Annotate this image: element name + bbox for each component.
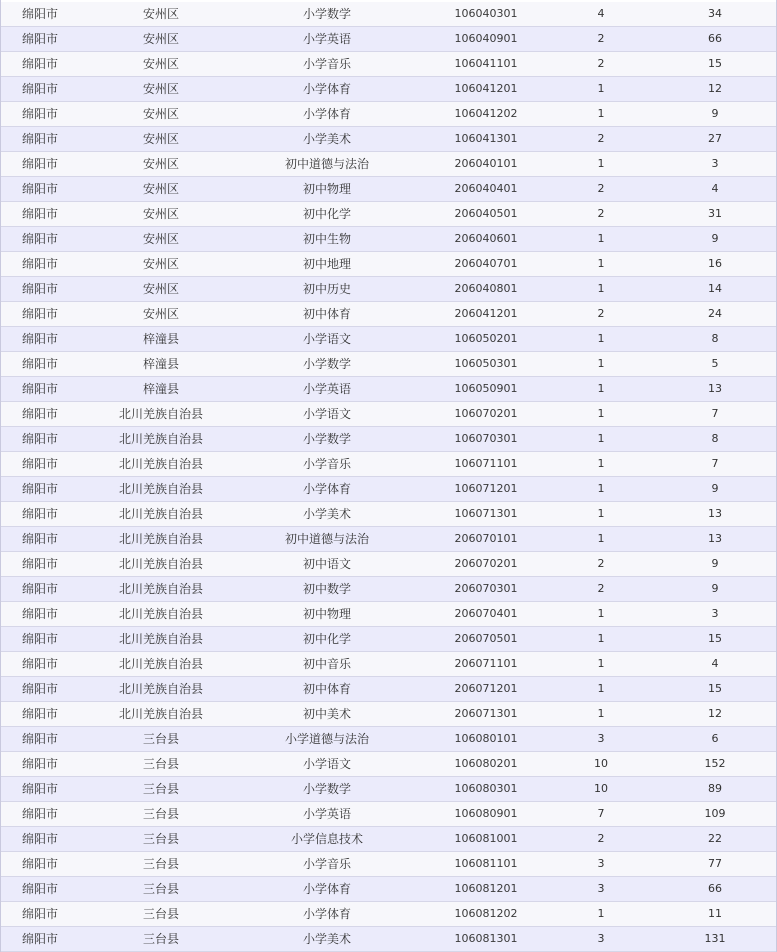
city-cell: 绵阳市: [21, 682, 58, 696]
applicant-count-cell: 9: [711, 232, 719, 245]
subject-cell: 小学数学: [302, 782, 351, 796]
city-cell: 绵阳市: [21, 157, 58, 171]
plan-count-cell: 1: [597, 607, 605, 620]
applicant-count-cell: 13: [708, 507, 722, 520]
city-cell: 绵阳市: [21, 457, 58, 471]
city-cell: 绵阳市: [21, 607, 58, 621]
subject-cell: 初中音乐: [302, 657, 351, 671]
plan-count-cell: 1: [597, 357, 605, 370]
table-row: [1, 27, 776, 52]
applicant-count-cell: 6: [711, 732, 719, 745]
city-cell: 绵阳市: [21, 332, 58, 346]
applicant-count-cell: 9: [711, 557, 719, 570]
subject-cell: 初中体育: [302, 682, 351, 696]
table-row: [1, 677, 776, 702]
district-cell: 梓潼县: [142, 357, 179, 371]
table-row: [1, 602, 776, 627]
position-code-cell: 106050901: [454, 382, 518, 395]
district-cell: 三台县: [142, 932, 179, 946]
table-row: [1, 427, 776, 452]
subject-cell: 初中道德与法治: [284, 532, 369, 546]
city-cell: 绵阳市: [21, 57, 58, 71]
subject-cell: 小学英语: [302, 807, 351, 821]
plan-count-cell: 1: [597, 407, 605, 420]
city-cell: 绵阳市: [21, 307, 58, 321]
subject-cell: 小学体育: [302, 482, 351, 496]
plan-count-cell: 1: [597, 707, 605, 720]
city-cell: 绵阳市: [21, 757, 58, 771]
position-code-cell: 106080201: [454, 757, 518, 770]
plan-count-cell: 2: [597, 582, 605, 595]
applicant-count-cell: 131: [704, 932, 726, 945]
applicant-count-cell: 14: [708, 282, 722, 295]
table-row: [1, 652, 776, 677]
district-cell: 安州区: [142, 107, 179, 121]
subject-cell: 小学体育: [302, 882, 351, 896]
subject-cell: 初中化学: [302, 632, 351, 646]
district-cell: 三台县: [142, 882, 179, 896]
city-cell: 绵阳市: [21, 707, 58, 721]
plan-count-cell: 1: [597, 432, 605, 445]
plan-count-cell: 1: [597, 282, 605, 295]
district-cell: 北川羌族自治县: [118, 657, 203, 671]
table-row: [1, 577, 776, 602]
subject-cell: 初中美术: [302, 707, 351, 721]
table-row: [1, 452, 776, 477]
applicant-count-cell: 3: [711, 157, 719, 170]
subject-cell: 小学信息技术: [290, 832, 363, 846]
district-cell: 安州区: [142, 157, 179, 171]
subject-cell: 小学美术: [302, 507, 351, 521]
district-cell: 梓潼县: [142, 382, 179, 396]
district-cell: 三台县: [142, 757, 179, 771]
subject-cell: 小学数学: [302, 7, 351, 21]
district-cell: 安州区: [142, 232, 179, 246]
city-cell: 绵阳市: [21, 907, 58, 921]
applicant-count-cell: 77: [708, 857, 722, 870]
applicant-count-cell: 9: [711, 107, 719, 120]
table-row: [1, 777, 776, 802]
position-code-cell: 106080901: [454, 807, 518, 820]
district-cell: 安州区: [142, 182, 179, 196]
applicant-count-cell: 5: [711, 357, 719, 370]
position-code-cell: 206040101: [454, 157, 518, 170]
plan-count-cell: 2: [597, 557, 605, 570]
subject-cell: 初中语文: [302, 557, 351, 571]
position-code-cell: 206071201: [454, 682, 518, 695]
district-cell: 北川羌族自治县: [118, 582, 203, 596]
applicant-count-cell: 4: [711, 657, 719, 670]
table-row: [1, 2, 776, 27]
district-cell: 安州区: [142, 7, 179, 21]
table-row: [1, 627, 776, 652]
city-cell: 绵阳市: [21, 657, 58, 671]
district-cell: 北川羌族自治县: [118, 482, 203, 496]
applicant-count-cell: 11: [708, 907, 722, 920]
position-code-cell: 206071301: [454, 707, 518, 720]
subject-cell: 小学语文: [302, 757, 351, 771]
table-row: [1, 752, 776, 777]
applicant-count-cell: 16: [708, 257, 722, 270]
table-row: [1, 877, 776, 902]
city-cell: 绵阳市: [21, 857, 58, 871]
table-row: [1, 402, 776, 427]
district-cell: 北川羌族自治县: [118, 557, 203, 571]
district-cell: 安州区: [142, 282, 179, 296]
district-cell: 安州区: [142, 307, 179, 321]
table-row: [1, 327, 776, 352]
table-row: [1, 152, 776, 177]
plan-count-cell: 1: [597, 482, 605, 495]
plan-count-cell: 1: [597, 107, 605, 120]
position-code-cell: 206070101: [454, 532, 518, 545]
position-code-cell: 106071201: [454, 482, 518, 495]
table-row: [1, 552, 776, 577]
applicant-count-cell: 27: [708, 132, 722, 145]
plan-count-cell: 2: [597, 182, 605, 195]
plan-count-cell: 1: [597, 382, 605, 395]
city-cell: 绵阳市: [21, 7, 58, 21]
city-cell: 绵阳市: [21, 282, 58, 296]
plan-count-cell: 10: [594, 757, 608, 770]
subject-cell: 初中体育: [302, 307, 351, 321]
applicant-count-cell: 15: [708, 682, 722, 695]
plan-count-cell: 2: [597, 307, 605, 320]
applicant-count-cell: 9: [711, 482, 719, 495]
plan-count-cell: 1: [597, 232, 605, 245]
position-code-cell: 106081101: [454, 857, 518, 870]
subject-cell: 小学道德与法治: [284, 732, 369, 746]
district-cell: 北川羌族自治县: [118, 632, 203, 646]
position-code-cell: 206041201: [454, 307, 518, 320]
position-code-cell: 106080301: [454, 782, 518, 795]
position-code-cell: 206040701: [454, 257, 518, 270]
position-code-cell: 106041301: [454, 132, 518, 145]
subject-cell: 初中化学: [302, 207, 351, 221]
table-row: [1, 377, 776, 402]
city-cell: 绵阳市: [21, 32, 58, 46]
city-cell: 绵阳市: [21, 882, 58, 896]
subject-cell: 小学美术: [302, 132, 351, 146]
applicant-count-cell: 13: [708, 382, 722, 395]
subject-cell: 小学数学: [302, 357, 351, 371]
district-cell: 安州区: [142, 82, 179, 96]
city-cell: 绵阳市: [21, 932, 58, 946]
subject-cell: 初中地理: [302, 257, 351, 271]
applicant-count-cell: 9: [711, 582, 719, 595]
plan-count-cell: 1: [597, 257, 605, 270]
city-cell: 绵阳市: [21, 557, 58, 571]
district-cell: 北川羌族自治县: [118, 532, 203, 546]
plan-count-cell: 1: [597, 457, 605, 470]
district-cell: 三台县: [142, 782, 179, 796]
table-row: [1, 927, 776, 952]
district-cell: 北川羌族自治县: [118, 707, 203, 721]
plan-count-cell: 2: [597, 32, 605, 45]
position-code-cell: 206070201: [454, 557, 518, 570]
district-cell: 北川羌族自治县: [118, 682, 203, 696]
subject-cell: 小学英语: [302, 382, 351, 396]
subject-cell: 小学体育: [302, 82, 351, 96]
city-cell: 绵阳市: [21, 107, 58, 121]
subject-cell: 小学音乐: [302, 57, 351, 71]
position-code-cell: 206070501: [454, 632, 518, 645]
position-code-cell: 206070301: [454, 582, 518, 595]
city-cell: 绵阳市: [21, 82, 58, 96]
district-cell: 梓潼县: [142, 332, 179, 346]
position-code-cell: 106041202: [454, 107, 518, 120]
position-code-cell: 206071101: [454, 657, 518, 670]
subject-cell: 初中物理: [302, 607, 351, 621]
applicant-count-cell: 7: [711, 457, 719, 470]
plan-count-cell: 4: [597, 7, 605, 20]
position-code-cell: 106040901: [454, 32, 518, 45]
position-code-cell: 106050201: [454, 332, 518, 345]
position-code-cell: 106070301: [454, 432, 518, 445]
applicant-count-cell: 12: [708, 707, 722, 720]
city-cell: 绵阳市: [21, 182, 58, 196]
district-cell: 北川羌族自治县: [118, 607, 203, 621]
plan-count-cell: 1: [597, 907, 605, 920]
plan-count-cell: 1: [597, 507, 605, 520]
district-cell: 安州区: [142, 257, 179, 271]
subject-cell: 初中道德与法治: [284, 157, 369, 171]
plan-count-cell: 1: [597, 332, 605, 345]
subject-cell: 小学语文: [302, 407, 351, 421]
applicant-count-cell: 24: [708, 307, 722, 320]
table-row: [1, 502, 776, 527]
city-cell: 绵阳市: [21, 582, 58, 596]
applicant-count-cell: 4: [711, 182, 719, 195]
city-cell: 绵阳市: [21, 532, 58, 546]
applicant-count-cell: 13: [708, 532, 722, 545]
district-cell: 安州区: [142, 132, 179, 146]
plan-count-cell: 3: [597, 882, 605, 895]
table-row: [1, 852, 776, 877]
subject-cell: 初中数学: [302, 582, 351, 596]
subject-cell: 初中物理: [302, 182, 351, 196]
subject-cell: 小学音乐: [302, 857, 351, 871]
district-cell: 三台县: [142, 907, 179, 921]
city-cell: 绵阳市: [21, 407, 58, 421]
subject-cell: 小学体育: [302, 107, 351, 121]
applicant-count-cell: 89: [708, 782, 722, 795]
plan-count-cell: 1: [597, 657, 605, 670]
table-row: [1, 827, 776, 852]
position-code-cell: 106071101: [454, 457, 518, 470]
position-code-cell: 106081202: [454, 907, 518, 920]
district-cell: 北川羌族自治县: [118, 457, 203, 471]
subject-cell: 小学体育: [302, 907, 351, 921]
city-cell: 绵阳市: [21, 357, 58, 371]
table-row: [1, 477, 776, 502]
district-cell: 三台县: [142, 857, 179, 871]
position-code-cell: 206040601: [454, 232, 518, 245]
plan-count-cell: 3: [597, 857, 605, 870]
city-cell: 绵阳市: [21, 632, 58, 646]
position-code-cell: 106050301: [454, 357, 518, 370]
city-cell: 绵阳市: [21, 507, 58, 521]
plan-count-cell: 1: [597, 682, 605, 695]
applicant-count-cell: 12: [708, 82, 722, 95]
district-cell: 安州区: [142, 32, 179, 46]
district-cell: 北川羌族自治县: [118, 407, 203, 421]
city-cell: 绵阳市: [21, 257, 58, 271]
district-cell: 北川羌族自治县: [118, 432, 203, 446]
plan-count-cell: 1: [597, 82, 605, 95]
city-cell: 绵阳市: [21, 207, 58, 221]
subject-cell: 小学语文: [302, 332, 351, 346]
table-row: [1, 302, 776, 327]
position-code-cell: 106071301: [454, 507, 518, 520]
table-row: [1, 352, 776, 377]
table-row: [1, 202, 776, 227]
table-row: [1, 102, 776, 127]
plan-count-cell: 10: [594, 782, 608, 795]
table-row: [1, 702, 776, 727]
position-code-cell: 106081201: [454, 882, 518, 895]
table-row: [1, 802, 776, 827]
table-row: [1, 52, 776, 77]
district-cell: 北川羌族自治县: [118, 507, 203, 521]
city-cell: 绵阳市: [21, 807, 58, 821]
table-row: [1, 727, 776, 752]
city-cell: 绵阳市: [21, 132, 58, 146]
applicant-count-cell: 34: [708, 7, 722, 20]
applicant-count-cell: 66: [708, 32, 722, 45]
subject-cell: 小学音乐: [302, 457, 351, 471]
plan-count-cell: 2: [597, 132, 605, 145]
city-cell: 绵阳市: [21, 232, 58, 246]
applicant-count-cell: 8: [711, 332, 719, 345]
position-code-cell: 206070401: [454, 607, 518, 620]
subject-cell: 小学数学: [302, 432, 351, 446]
table-row: [1, 277, 776, 302]
city-cell: 绵阳市: [21, 482, 58, 496]
table-row: [1, 527, 776, 552]
position-code-cell: 106081001: [454, 832, 518, 845]
applicant-count-cell: 152: [704, 757, 726, 770]
plan-count-cell: 1: [597, 157, 605, 170]
plan-count-cell: 3: [597, 732, 605, 745]
applicant-count-cell: 15: [708, 57, 722, 70]
city-cell: 绵阳市: [21, 732, 58, 746]
district-cell: 安州区: [142, 57, 179, 71]
table-row: [1, 127, 776, 152]
subject-cell: 小学英语: [302, 32, 351, 46]
subject-cell: 初中历史: [302, 282, 351, 296]
table-row: [1, 177, 776, 202]
position-code-cell: 106040301: [454, 7, 518, 20]
district-cell: 安州区: [142, 207, 179, 221]
position-code-cell: 106080101: [454, 732, 518, 745]
plan-count-cell: 1: [597, 532, 605, 545]
plan-count-cell: 2: [597, 207, 605, 220]
city-cell: 绵阳市: [21, 382, 58, 396]
applicant-count-cell: 3: [711, 607, 719, 620]
district-cell: 三台县: [142, 732, 179, 746]
table-row: [1, 227, 776, 252]
plan-count-cell: 2: [597, 57, 605, 70]
position-code-cell: 106070201: [454, 407, 518, 420]
city-cell: 绵阳市: [21, 832, 58, 846]
applicant-count-cell: 109: [704, 807, 726, 820]
plan-count-cell: 2: [597, 832, 605, 845]
city-cell: 绵阳市: [21, 432, 58, 446]
subject-cell: 初中生物: [302, 232, 351, 246]
city-cell: 绵阳市: [21, 782, 58, 796]
plan-count-cell: 7: [597, 807, 605, 820]
plan-count-cell: 3: [597, 932, 605, 945]
position-code-cell: 106041101: [454, 57, 518, 70]
position-code-cell: 106081301: [454, 932, 518, 945]
district-cell: 三台县: [142, 832, 179, 846]
position-code-cell: 106041201: [454, 82, 518, 95]
table-row: [1, 77, 776, 102]
table-row: [1, 902, 776, 927]
applicant-count-cell: 8: [711, 432, 719, 445]
subject-cell: 小学美术: [302, 932, 351, 946]
applicant-count-cell: 7: [711, 407, 719, 420]
applicant-count-cell: 15: [708, 632, 722, 645]
position-code-cell: 206040401: [454, 182, 518, 195]
applicant-count-cell: 22: [708, 832, 722, 845]
applicant-count-cell: 66: [708, 882, 722, 895]
position-code-cell: 206040801: [454, 282, 518, 295]
table-row: [1, 252, 776, 277]
applicant-count-cell: 31: [708, 207, 722, 220]
position-code-cell: 206040501: [454, 207, 518, 220]
plan-count-cell: 1: [597, 632, 605, 645]
district-cell: 三台县: [142, 807, 179, 821]
